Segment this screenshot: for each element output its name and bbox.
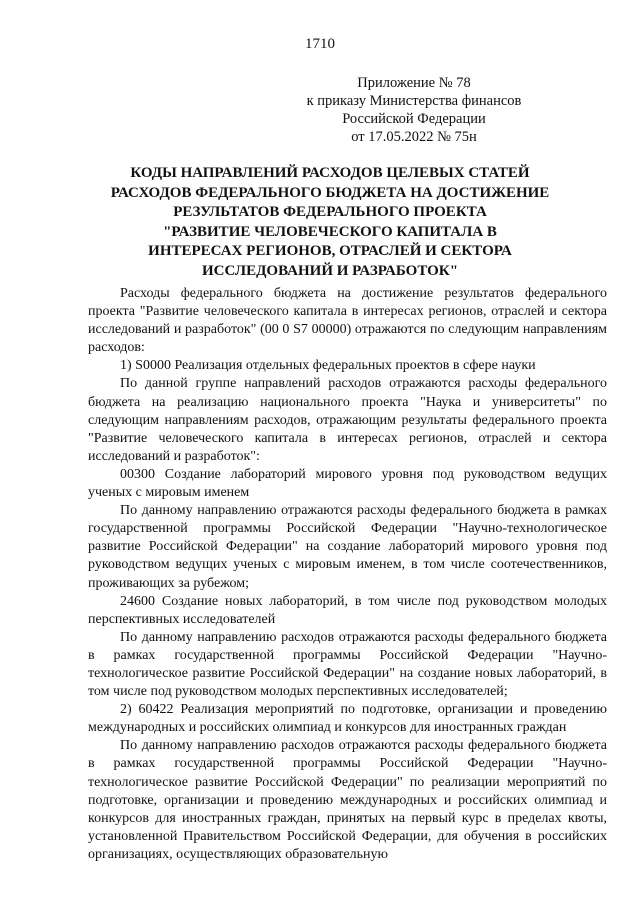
body-paragraph: По данному направлению расходов отражаются расходы федерального бюджета в рамках государственной программы Российской Федерации "Научно-технологическое развитие Российской Федерации" по реализации мероприятий по подготовке, организации и проведению международных и российских олимпиад и конкурсов для иностранных граждан, принятых на первый курс в пределах квоты, установленной Правительством Российской Федерации, для обучения в российских организациях, осуществляющих образовательную [88, 738, 607, 862]
page-number: 1710 [305, 36, 335, 52]
document-body [88, 285, 607, 864]
appendix-country: Российской Федерации [342, 111, 486, 127]
code-heading: 00300 Создание лабораторий мирового уровня под руководством ведущих ученых с мировым именем [88, 466, 607, 501]
appendix-header [284, 74, 544, 146]
document-title [70, 164, 590, 281]
intro-paragraph: Расходы федерального бюджета на достижение результатов федерального проекта "Развитие человеческого капитала в интересах регионов, отраслей и сектора исследований и разработок" (00 0 S7 00000) отражаются по следующим направлениям расходов: [88, 286, 607, 356]
body-paragraph: По данной группе направлений расходов отражаются расходы федерального бюджета на реализацию национального проекта "Наука и университеты" по следующим направлениям расходов, отражающим результаты федерального проекта "Развитие человеческого капитала в интересах регионов, отраслей и сектора исследований и разработок": [88, 376, 607, 464]
code-heading: 24600 Создание новых лабораторий, в том числе под руководством молодых перспективных исследователей [88, 593, 607, 627]
body-paragraph: По данному направлению отражаются расходы федерального бюджета в рамках государственной программы Российской Федерации "Научно-технологическое развитие Российской Федерации" на создание лабораторий мирового уровня под руководством ведущих ученых с мировым именем, в том числе соотечественников, проживающих за рубежом; [88, 503, 607, 591]
body-paragraph: По данному направлению расходов отражаются расходы федерального бюджета в рамках государственной программы Российской Федерации "Научно-технологическое развитие Российской Федерации" на создание новых лабораторий, в том числе под руководством молодых перспективных исследователей; [88, 629, 607, 700]
title-line: ИНТЕРЕСАХ РЕГИОНОВ, ОТРАСЛЕЙ И СЕКТОРА [148, 243, 512, 259]
title-line: "РАЗВИТИЕ ЧЕЛОВЕЧЕСКОГО КАПИТАЛА В [163, 223, 497, 240]
title-line: КОДЫ НАПРАВЛЕНИЙ РАСХОДОВ ЦЕЛЕВЫХ СТАТЕЙ [130, 165, 530, 181]
appendix-order-ref: к приказу Министерства финансов [306, 93, 522, 109]
appendix-date: от 17.05.2022 № 75н [351, 129, 477, 145]
section-heading: 2) 60422 Реализация мероприятий по подготовке, организации и проведению международных и российских олимпиад и конкурсов для иностранных граждан [88, 702, 607, 736]
section-heading: 1) S0000 Реализация отдельных федеральных проектов в сфере науки [120, 358, 536, 374]
appendix-number: Приложение № 78 [357, 75, 471, 91]
title-line: ИССЛЕДОВАНИЙ И РАЗРАБОТОК" [201, 262, 459, 279]
title-line: РАСХОДОВ ФЕДЕРАЛЬНОГО БЮДЖЕТА НА ДОСТИЖЕНИЕ [110, 184, 550, 201]
title-line: РЕЗУЛЬТАТОВ ФЕДЕРАЛЬНОГО ПРОЕКТА [173, 204, 487, 220]
